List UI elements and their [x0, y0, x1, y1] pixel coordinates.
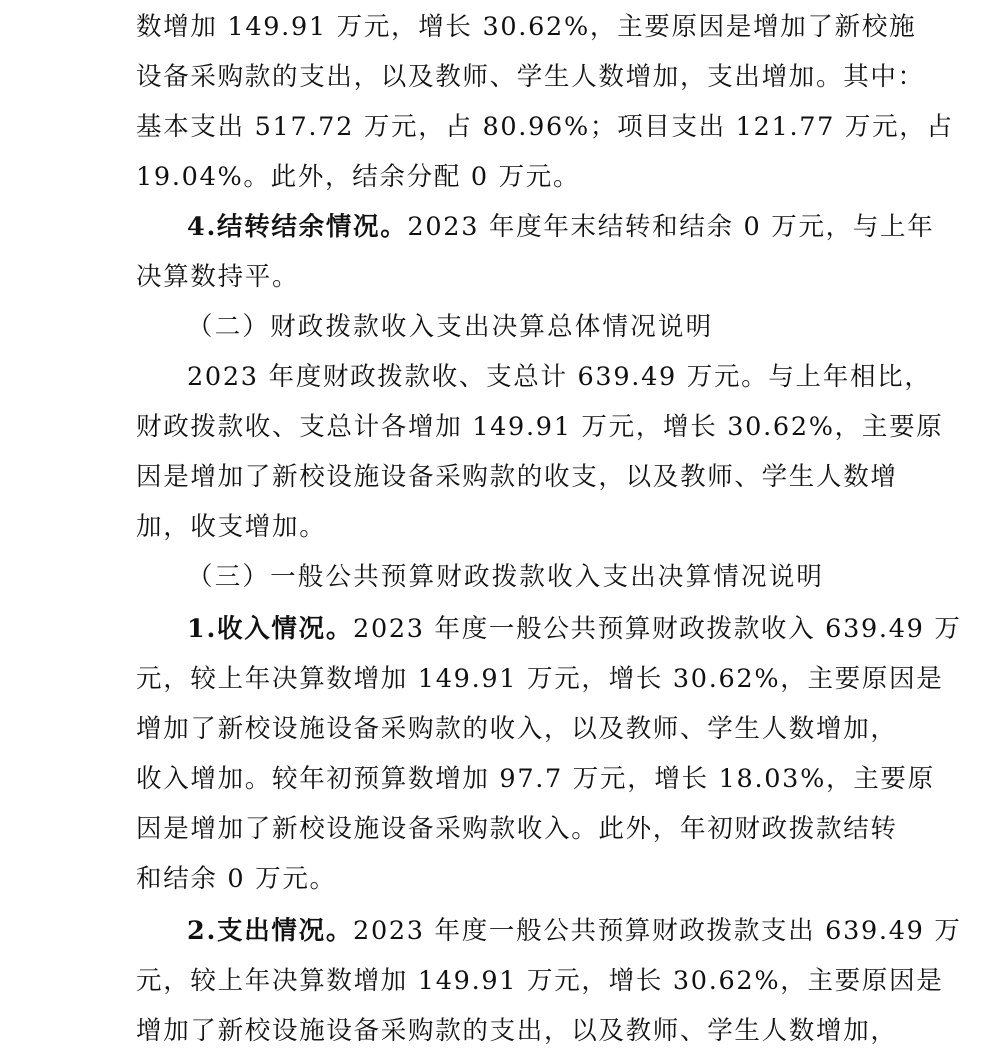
line-text: 增加了新校设施设备采购款的支出，以及教师、学生人数增加， [136, 1016, 898, 1046]
line-text: 元，较上年决算数增加 149.91 万元，增长 30.62%，主要原因是 [136, 664, 944, 694]
paragraph-line [136, 502, 896, 552]
line-text: 2023 年度一般公共预算财政拨款收入 639.49 万 [353, 614, 962, 644]
line-text: 19.04%。此外，结余分配 0 万元。 [136, 162, 581, 192]
line-text: 决算数持平。 [136, 262, 300, 292]
line-text: 因是增加了新校设施设备采购款收入。此外，年初财政拨款结转 [136, 814, 898, 844]
paragraph-line [136, 402, 944, 452]
paragraph-line-numbered [187, 604, 962, 654]
line-text: 增加了新校设施设备采购款的收入，以及教师、学生人数增加， [136, 714, 898, 744]
line-text: 因是增加了新校设施设备采购款的收支，以及教师、学生人数增 [136, 462, 898, 492]
numbered-subheading: 4.结转结余情况。 [187, 212, 408, 242]
line-text: 元，较上年决算数增加 149.91 万元，增长 30.62%，主要原因是 [136, 966, 944, 996]
line-text: 数增加 149.91 万元，增长 30.62%，主要原因是增加了新校施 [136, 12, 917, 42]
heading-text: （三）一般公共预算财政拨款收入支出决算情况说明 [187, 562, 825, 592]
numbered-subheading: 2.支出情况。 [187, 916, 354, 946]
line-text: 加，收支增加。 [136, 512, 327, 542]
section-heading-3 [187, 552, 947, 602]
paragraph-line [136, 804, 896, 854]
line-text: 2023 年度年末结转和结余 0 万元，与上年 [407, 212, 935, 242]
line-text: 2023 年度一般公共预算财政拨款支出 639.49 万 [353, 916, 962, 946]
paragraph-line [187, 352, 947, 402]
heading-text: （二）财政拨款收入支出决算总体情况说明 [187, 312, 714, 342]
paragraph-line [136, 854, 896, 904]
line-text: 财政拨款收、支总计各增加 149.91 万元，增长 30.62%，主要原 [136, 412, 944, 442]
line-text: 2023 年度财政拨款收、支总计 639.49 万元。与上年相比， [187, 362, 932, 392]
paragraph-line-numbered [187, 906, 962, 956]
paragraph-line [136, 754, 935, 804]
line-text: 基本支出 517.72 万元，占 80.96%；项目支出 121.77 万元，占 [136, 112, 954, 142]
paragraph-line [136, 52, 925, 102]
paragraph-line [136, 956, 944, 1006]
paragraph-line [136, 152, 896, 202]
line-text: 设备采购款的支出，以及教师、学生人数增加，支出增加。其中： [136, 62, 925, 92]
line-text: 收入增加。较年初预算数增加 97.7 万元，增长 18.03%，主要原 [136, 764, 935, 794]
paragraph-line [136, 1006, 896, 1056]
line-text: 和结余 0 万元。 [136, 864, 337, 894]
paragraph-line [136, 102, 954, 152]
paragraph-line [136, 654, 944, 704]
paragraph-line [136, 704, 896, 754]
paragraph-line [136, 2, 917, 52]
paragraph-line [136, 452, 896, 502]
paragraph-line [136, 252, 896, 302]
section-heading-2 [187, 302, 947, 352]
numbered-subheading: 1.收入情况。 [187, 614, 354, 644]
paragraph-line-numbered [187, 202, 947, 252]
